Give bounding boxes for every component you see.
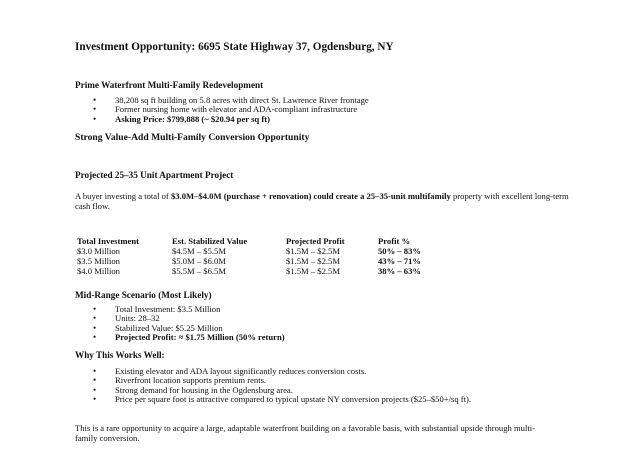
investment-table — [77, 236, 458, 276]
list-item: • Strong demand for housing in the Ogdensburg area. — [93, 386, 545, 395]
section-heading-why-works: Why This Works Well: — [75, 350, 165, 360]
closing-paragraph: This is a rare opportunity to acquire a large, adaptable waterfront building on a favorable basis, with substantial upside through multi-family conversion. — [75, 423, 535, 443]
column-header: Profit % — [378, 236, 411, 246]
table-cell: $1.5M – $2.5M — [286, 246, 340, 256]
list-item: • Existing elevator and ADA layout significantly reduces conversion costs. — [93, 367, 545, 376]
column-header: Est. Stabilized Value — [172, 236, 248, 246]
list-item: • Units: 28–32 — [93, 314, 285, 323]
table-cell: $1.5M – $2.5M — [286, 266, 340, 276]
investment-paragraph: A buyer investing a total of $3.0M–$4.0M (purchase + renovation) could create a 25–35-unit multifamily property with excellent long-term cash flow. — [75, 191, 569, 211]
document-title: Investment Opportunity: 6695 State Highway 37, Ogdensburg, NY — [75, 41, 394, 53]
list-item: • Former nursing home with elevator and ADA-compliant infrastructure — [93, 105, 369, 114]
section-heading-value-add: Strong Value-Add Multi-Family Conversion Opportunity — [75, 132, 310, 143]
table-cell: 43% – 71% — [378, 256, 421, 266]
table-cell: 50% – 83% — [378, 246, 421, 256]
table-cell: $3.5 Million — [77, 256, 120, 266]
list-item: • Asking Price: $799,888 (~ $20.94 per sq ft) — [93, 115, 369, 124]
list-item: • Stabilized Value: $5.25 Million — [93, 324, 285, 333]
list-item: • Projected Profit: ≈ $1.75 Million (50% return) — [93, 333, 285, 342]
table-header-row — [77, 236, 458, 246]
list-item: • Riverfront location supports premium rents. — [93, 376, 545, 385]
list-item: • 38,208 sq ft building on 5.8 acres with direct St. Lawrence River frontage — [93, 96, 369, 105]
reasons-list — [93, 367, 545, 405]
list-item: • Total Investment: $3.5 Million — [93, 305, 285, 314]
property-highlights-list — [93, 96, 369, 124]
section-heading-projected-units: Projected 25–35 Unit Apartment Project — [75, 170, 234, 180]
mid-range-list — [93, 305, 285, 343]
table-row — [77, 256, 458, 266]
table-cell: 38% – 63% — [378, 266, 421, 276]
section-heading-prime-waterfront: Prime Waterfront Multi-Family Redevelopment — [75, 80, 264, 90]
table-row — [77, 266, 458, 276]
table-cell: $4.0 Million — [77, 266, 120, 276]
table-cell: $1.5M – $2.5M — [286, 256, 340, 266]
table-cell: $5.5M – $6.5M — [172, 266, 226, 276]
column-header: Projected Profit — [286, 236, 345, 246]
table-cell: $4.5M – $5.5M — [172, 246, 226, 256]
column-header: Total Investment — [77, 236, 139, 246]
table-cell: $5.0M – $6.0M — [172, 256, 226, 266]
section-heading-mid-range: Mid-Range Scenario (Most Likely) — [75, 290, 212, 300]
table-cell: $3.0 Million — [77, 246, 120, 256]
list-item: • Price per square foot is attractive compared to typical upstate NY conversion projects ($25–$50+/sq ft). — [93, 395, 545, 405]
table-row — [77, 246, 458, 256]
